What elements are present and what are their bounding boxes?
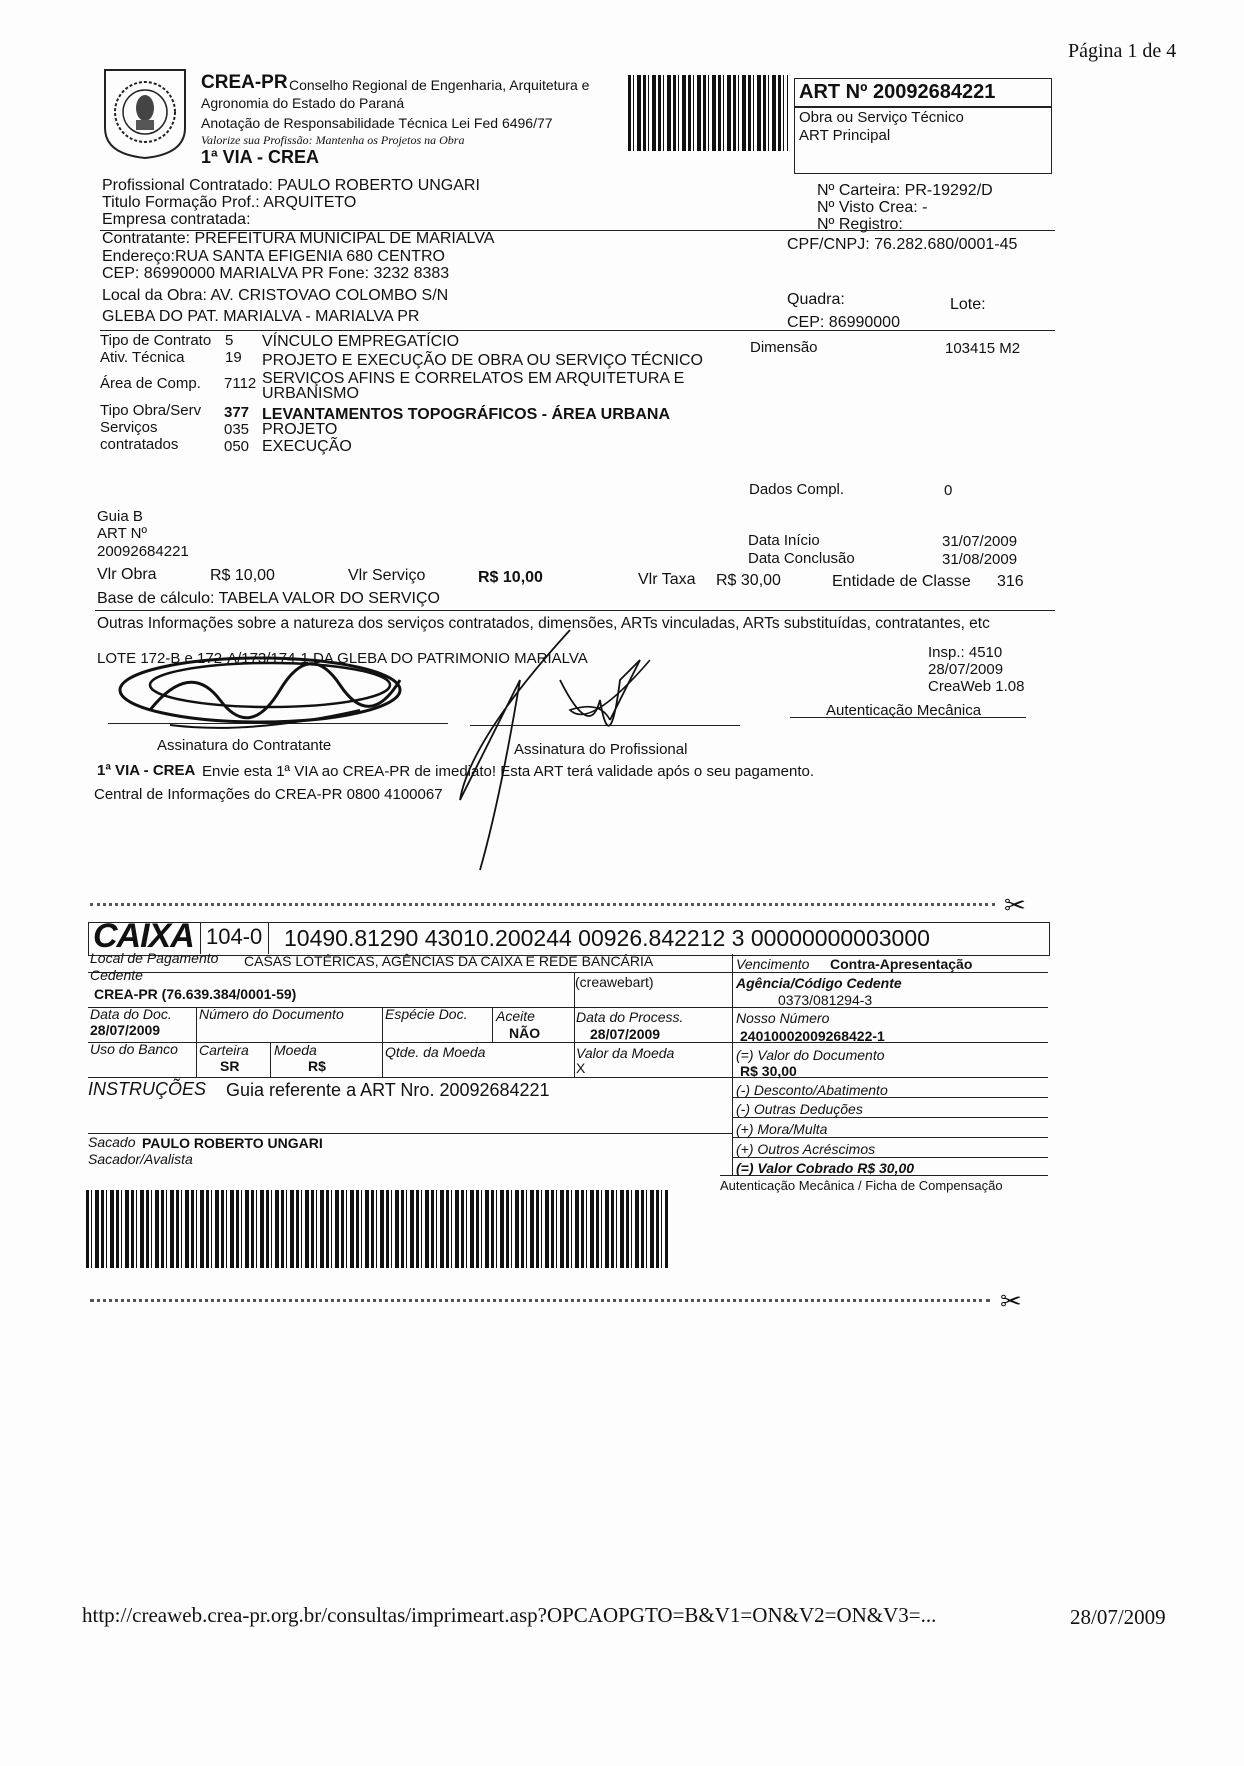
endereco: Endereço:RUA SANTA EFIGENIA 680 CENTRO bbox=[102, 248, 445, 265]
scissors-icon: ✂ bbox=[1004, 890, 1026, 920]
sacado-value: PAULO ROBERTO UNGARI bbox=[142, 1135, 323, 1151]
servico-2-value: EXECUÇÃO bbox=[262, 438, 352, 455]
outros-acrescimos: (+) Outros Acréscimos bbox=[736, 1141, 876, 1157]
tipo-contrato-label: Tipo de Contrato bbox=[100, 332, 212, 349]
footer-date: 28/07/2009 bbox=[1070, 1605, 1166, 1629]
desconto-abatimento: (-) Desconto/Abatimento bbox=[736, 1082, 888, 1098]
nosso-numero-value: 24010002009268422-1 bbox=[740, 1028, 885, 1044]
lote: Lote: bbox=[950, 296, 986, 313]
servico-1-value: PROJETO bbox=[262, 421, 338, 438]
outras-deducoes: (-) Outras Deduções bbox=[736, 1101, 863, 1117]
base-calculo: Base de cálculo: TABELA VALOR DO SERVIÇO bbox=[97, 590, 440, 607]
entidade-classe-label: Entidade de Classe bbox=[832, 573, 971, 590]
servicos-label-1: Serviços bbox=[100, 419, 158, 436]
divider bbox=[95, 610, 1055, 611]
barcode-icon bbox=[86, 1190, 668, 1268]
data-conclusao-label: Data Conclusão bbox=[748, 550, 855, 567]
cpf-cnpj: CPF/CNPJ: 76.282.680/0001-45 bbox=[787, 236, 1018, 253]
servicos-label-2: contratados bbox=[100, 436, 179, 453]
uso-banco-label: Uso do Banco bbox=[90, 1041, 178, 1057]
org-full-1: Conselho Regional de Engenharia, Arquitetura e bbox=[289, 77, 590, 93]
notice-via: 1ª VIA - CREA bbox=[97, 762, 196, 779]
valor-cobrado: (=) Valor Cobrado R$ 30,00 bbox=[736, 1160, 915, 1176]
valor-moeda-value: X bbox=[576, 1060, 586, 1076]
aceite-value: NÃO bbox=[509, 1025, 541, 1041]
data-processamento-label: Data do Process. bbox=[576, 1009, 684, 1025]
central-informacoes: Central de Informações do CREA-PR 0800 4100067 bbox=[94, 786, 443, 803]
area-comp-code: 7112 bbox=[224, 375, 257, 392]
valor-documento-value: R$ 30,00 bbox=[740, 1063, 797, 1079]
guia-art-label: ART Nº bbox=[97, 525, 147, 542]
vencimento-value: Contra-Apresentação bbox=[830, 956, 973, 972]
bank-code: 104-0 bbox=[206, 924, 263, 949]
outras-informacoes-header: Outras Informações sobre a natureza dos serviços contratados, dimensões, ARTs vinculadas, ARTs substituídas, contratantes, etc bbox=[97, 615, 990, 632]
empresa-contratada: Empresa contratada: bbox=[102, 211, 251, 228]
servico-1-code: 035 bbox=[224, 421, 250, 438]
aceite-label: Aceite bbox=[496, 1008, 535, 1024]
barcode-icon bbox=[628, 75, 788, 151]
ativ-tecnica-label: Ativ. Técnica bbox=[100, 349, 185, 366]
data-inicio-label: Data Início bbox=[748, 532, 820, 549]
signature-profissional-icon bbox=[440, 620, 700, 880]
cut-line bbox=[90, 903, 995, 906]
agencia-codigo-value: 0373/081294-3 bbox=[778, 992, 873, 1008]
divider bbox=[88, 1133, 732, 1134]
vencimento-label: Vencimento bbox=[736, 956, 810, 972]
mora-multa: (+) Mora/Multa bbox=[736, 1121, 828, 1137]
dimensao-value: 103415 M2 bbox=[945, 340, 1021, 357]
divider bbox=[382, 1042, 383, 1077]
dimensao-label: Dimensão bbox=[750, 339, 818, 356]
creaweb-version: CreaWeb 1.08 bbox=[928, 678, 1025, 695]
crea-seal-icon bbox=[103, 68, 187, 160]
org-full-2: Agronomia do Estado do Paraná bbox=[201, 95, 405, 111]
notice-text: Envie esta 1ª VIA ao CREA-PR de imediato! Esta ART terá validade após o seu pagamento. bbox=[202, 763, 815, 780]
bank-logo: CAIXA bbox=[93, 917, 194, 955]
scissors-icon: ✂ bbox=[1000, 1286, 1022, 1316]
vlr-servico-value: R$ 10,00 bbox=[478, 569, 543, 586]
dados-compl-value: 0 bbox=[944, 482, 953, 499]
data-conclusao-value: 31/08/2009 bbox=[942, 551, 1018, 568]
data-doc-label: Data do Doc. bbox=[90, 1006, 172, 1022]
guia-label: Guia B bbox=[97, 508, 143, 525]
insp-date: 28/07/2009 bbox=[928, 661, 1004, 678]
guia-art-number: 20092684221 bbox=[97, 543, 189, 560]
divider bbox=[382, 1007, 383, 1042]
sacado-label: Sacado bbox=[88, 1134, 136, 1150]
cut-line bbox=[90, 1299, 990, 1302]
cep-contratante: CEP: 86990000 MARIALVA PR Fone: 3232 8383 bbox=[102, 265, 450, 282]
cedente-value: CREA-PR (76.639.384/0001-59) bbox=[94, 986, 297, 1002]
numero-carteira: Nº Carteira: PR-19292/D bbox=[817, 182, 993, 199]
numero-documento-label: Número do Documento bbox=[199, 1006, 344, 1022]
vlr-servico-label: Vlr Serviço bbox=[348, 567, 426, 584]
divider bbox=[100, 330, 1055, 331]
local-obra: Local da Obra: AV. CRISTOVAO COLOMBO S/N bbox=[102, 287, 449, 304]
divider bbox=[732, 954, 733, 1175]
divider bbox=[492, 1007, 493, 1042]
moeda-label: Moeda bbox=[274, 1042, 317, 1058]
especie-doc-label: Espécie Doc. bbox=[385, 1006, 468, 1022]
data-inicio-value: 31/07/2009 bbox=[942, 533, 1018, 550]
cep-obra: CEP: 86990000 bbox=[787, 314, 900, 331]
cedente-label: Cedente bbox=[90, 967, 143, 983]
instrucoes-label: INSTRUÇÕES bbox=[88, 1079, 207, 1099]
numero-visto: Nº Visto Crea: - bbox=[817, 199, 928, 216]
footer-url: http://creaweb.crea-pr.org.br/consultas/imprimeart.asp?OPCAOPGTO=B&V1=ON&V2=ON&V3=... bbox=[82, 1603, 937, 1627]
art-line1: Obra ou Serviço Técnico bbox=[799, 109, 964, 126]
divider bbox=[732, 1137, 1048, 1138]
assinatura-contratante-label: Assinatura do Contratante bbox=[157, 737, 332, 754]
valor-documento-label: (=) Valor do Documento bbox=[736, 1047, 885, 1063]
moeda-value: R$ bbox=[308, 1058, 326, 1074]
divider bbox=[88, 972, 1048, 973]
autenticacao-mecanica: Autenticação Mecânica bbox=[826, 702, 982, 719]
data-processamento-value: 28/07/2009 bbox=[590, 1026, 661, 1042]
vlr-obra-label: Vlr Obra bbox=[97, 566, 157, 583]
vlr-taxa-value: R$ 30,00 bbox=[716, 572, 781, 589]
via-label: 1ª VIA - CREA bbox=[201, 147, 320, 167]
contratante: Contratante: PREFEITURA MUNICIPAL DE MARIALVA bbox=[102, 230, 495, 247]
area-comp-label: Área de Comp. bbox=[100, 375, 201, 392]
assinatura-profissional-label: Assinatura do Profissional bbox=[514, 741, 688, 758]
linha-digitavel: 10490.81290 43010.200244 00926.842212 3 00000000003000 bbox=[284, 925, 930, 951]
divider bbox=[196, 1007, 197, 1077]
local-pagamento-label: Local de Pagamento bbox=[90, 950, 219, 966]
nosso-numero-label: Nosso Número bbox=[736, 1010, 830, 1026]
area-comp-value-2: URBANISMO bbox=[262, 385, 359, 402]
insp-number: Insp.: 4510 bbox=[928, 644, 1003, 661]
dados-compl-label: Dados Compl. bbox=[749, 481, 845, 498]
ativ-tecnica-code: 19 bbox=[225, 349, 242, 366]
tipo-obra-label: Tipo Obra/Serv bbox=[100, 402, 202, 419]
tipo-obra-code: 377 bbox=[224, 404, 250, 421]
profissional-contratado: Profissional Contratado: PAULO ROBERTO UNGARI bbox=[102, 177, 480, 194]
valor-moeda-label: Valor da Moeda bbox=[576, 1045, 675, 1061]
law-text: Anotação de Responsabilidade Técnica Lei Fed 6496/77 bbox=[201, 115, 553, 131]
area-comp-value-1: SERVIÇOS AFINS E CORRELATOS EM ARQUITETURA E bbox=[262, 370, 685, 387]
local-pagamento-value: CASAS LOTÉRICAS, AGÊNCIAS DA CAIXA E REDE BANCÁRIA bbox=[244, 953, 654, 969]
art-line2: ART Principal bbox=[799, 127, 891, 144]
divider bbox=[270, 1042, 271, 1077]
instrucoes-value: Guia referente a ART Nro. 20092684221 bbox=[226, 1080, 550, 1100]
art-number: ART Nº 20092684221 bbox=[795, 79, 1051, 108]
signature-contratante-icon bbox=[110, 640, 450, 750]
lote-description: LOTE 172-B e 172-A/173/174-1 DA GLEBA DO PATRIMONIO MARIALVA bbox=[97, 650, 588, 667]
carteira-value: SR bbox=[220, 1058, 240, 1074]
agencia-codigo-label: Agência/Código Cedente bbox=[736, 975, 902, 991]
tipo-obra-value: LEVANTAMENTOS TOPOGRÁFICOS - ÁREA URBANA bbox=[262, 406, 671, 423]
vlr-obra-value: R$ 10,00 bbox=[210, 567, 275, 584]
titulo-formacao: Titulo Formação Prof.: ARQUITETO bbox=[102, 194, 357, 211]
autenticacao-line bbox=[790, 717, 1026, 718]
page-label: Página 1 de 4 bbox=[1068, 40, 1177, 62]
tipo-contrato-code: 5 bbox=[225, 332, 234, 349]
ativ-tecnica-value: PROJETO E EXECUÇÃO DE OBRA OU SERVIÇO TÉCNICO bbox=[262, 352, 703, 369]
tipo-contrato-value: VÍNCULO EMPREGATÍCIO bbox=[262, 333, 460, 350]
art-box bbox=[794, 78, 1052, 174]
org-name: CREA-PR bbox=[201, 72, 288, 93]
servico-2-code: 050 bbox=[224, 438, 250, 455]
data-doc-value: 28/07/2009 bbox=[90, 1022, 161, 1038]
divider bbox=[88, 1077, 1048, 1078]
autenticacao-ficha: Autenticação Mecânica / Ficha de Compensação bbox=[720, 1178, 1003, 1193]
divider bbox=[732, 1157, 1048, 1158]
sacador-avalista: Sacador/Avalista bbox=[88, 1151, 193, 1167]
entidade-classe-value: 316 bbox=[997, 573, 1024, 590]
creawebart: (creawebart) bbox=[575, 974, 654, 990]
slogan: Valorize sua Profissão: Mantenha os Projetos na Obra bbox=[201, 133, 465, 147]
vlr-taxa-label: Vlr Taxa bbox=[638, 571, 696, 588]
divider bbox=[732, 1117, 1048, 1118]
qtde-moeda-label: Qtde. da Moeda bbox=[385, 1044, 486, 1060]
divider bbox=[268, 922, 269, 954]
quadra: Quadra: bbox=[787, 291, 845, 308]
carteira-label: Carteira bbox=[199, 1042, 249, 1058]
gleba: GLEBA DO PAT. MARIALVA - MARIALVA PR bbox=[102, 308, 420, 325]
numero-registro: Nº Registro: bbox=[817, 216, 903, 233]
